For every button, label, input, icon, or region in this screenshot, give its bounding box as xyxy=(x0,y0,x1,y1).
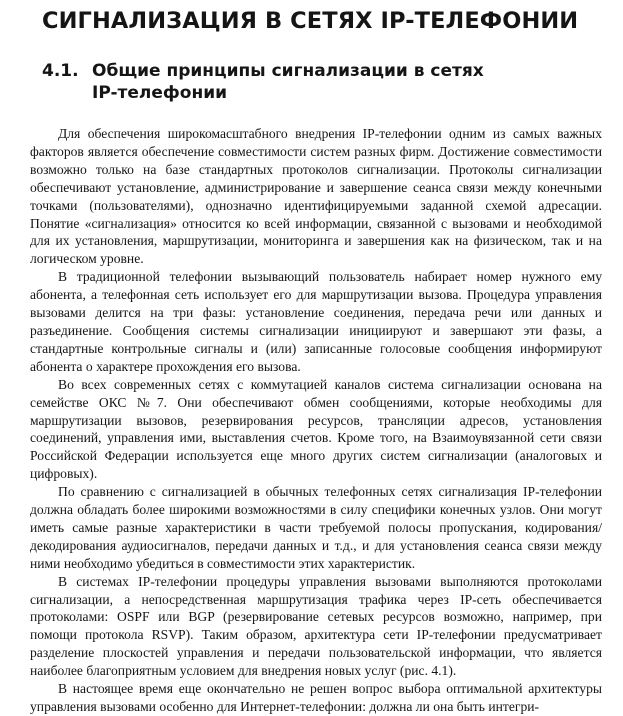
section-number: 4.1. xyxy=(42,61,79,81)
paragraph: Для обеспечения широкомасштабного внедрения IP-телефонии одним из самых важных факторов является обеспечение совместимости систем разных фирм. Достижение совместимости возможно только на базе стандартных протоколов сигнализации. Протоколы сигнализации обеспечивают установление, администрирование и завершение сеанса связи между конечными точками (пользователями), однозначно идентифицируемыми заданной схемой адресации. Понятие «сигнализация» относится ко всей информации, связанной с вызовами и необходимой для их установления, маршрутизации, мониторинга и завершения как на физическом, так и на логическом уровне. xyxy=(30,126,602,267)
section-heading xyxy=(42,60,484,104)
section-title-line-2: IP-телефонии xyxy=(92,83,228,103)
paragraph: В традиционной телефонии вызывающий пользователь набирает номер нужного ему абонента, а телефонная сеть использует его для маршрутизации вызова. Процедура управления вызовами делится на три фазы: установление соединения, передача речи или данных и разъединение. Сообщения системы сигнализации инициируют и завершают эти фазы, а стандартные контрольные сигналы и (или) записанные голосовые сообщения информируют абонента о характере прохождения его вызова. xyxy=(30,269,602,374)
paragraph: По сравнению с сигнализацией в обычных телефонных сетях сигнализация IP-телефонии должна обладать более широкими возможностями в силу специфики конечных узлов. Они могут иметь самые разные характеристики в части требуемой полосы пропускания, кодирования/декодирования аудиосигналов, передачи данных и т.д., и для установления сеанса связи между ними необходимо убедиться в совместимости этих характеристик. xyxy=(30,484,602,571)
chapter-title: СИГНАЛИЗАЦИЯ В СЕТЯХ IP-ТЕЛЕФОНИИ xyxy=(42,8,579,34)
paragraph: Во всех современных сетях с коммутацией каналов система сигнализации основана на семействе ОКС №7. Они обеспечивают обмен сообщениями, которые необходимы для маршрутизации вызовов, резервирования ресурсов, трансляции адресов, установления соединений, управления ими, выставления счетов. Кроме того, на Взаимоувязанной сети связи Российской Федерации используется еще много других систем сигнализации (аналоговых и цифровых). xyxy=(30,376,602,482)
body-text xyxy=(30,125,602,716)
paragraph: В настоящее время еще окончательно не решен вопрос выбора оптимальной архитектуры управления вызовами особенно для Интернет-телефонии: должна ли она быть интегри- xyxy=(30,681,602,714)
section-title-line-1: Общие принципы сигнализации в сетях xyxy=(92,61,484,81)
paragraph: В системах IP-телефонии процедуры управления вызовами выполняются протоколами сигнализации, а непосредственная маршрутизация трафика через IP-сеть обеспечивается протоколами: OSPF или BGP (резервирование сетевых ресурсов возможно, например, при помощи протокола RSVP). Таким образом, архитектура сети IP-телефонии предусматривает разделение плоскостей управления и передачи пользовательской информации, что является наиболее благоприятным условием для внедрения новых услуг (рис. 4.1). xyxy=(30,573,602,679)
